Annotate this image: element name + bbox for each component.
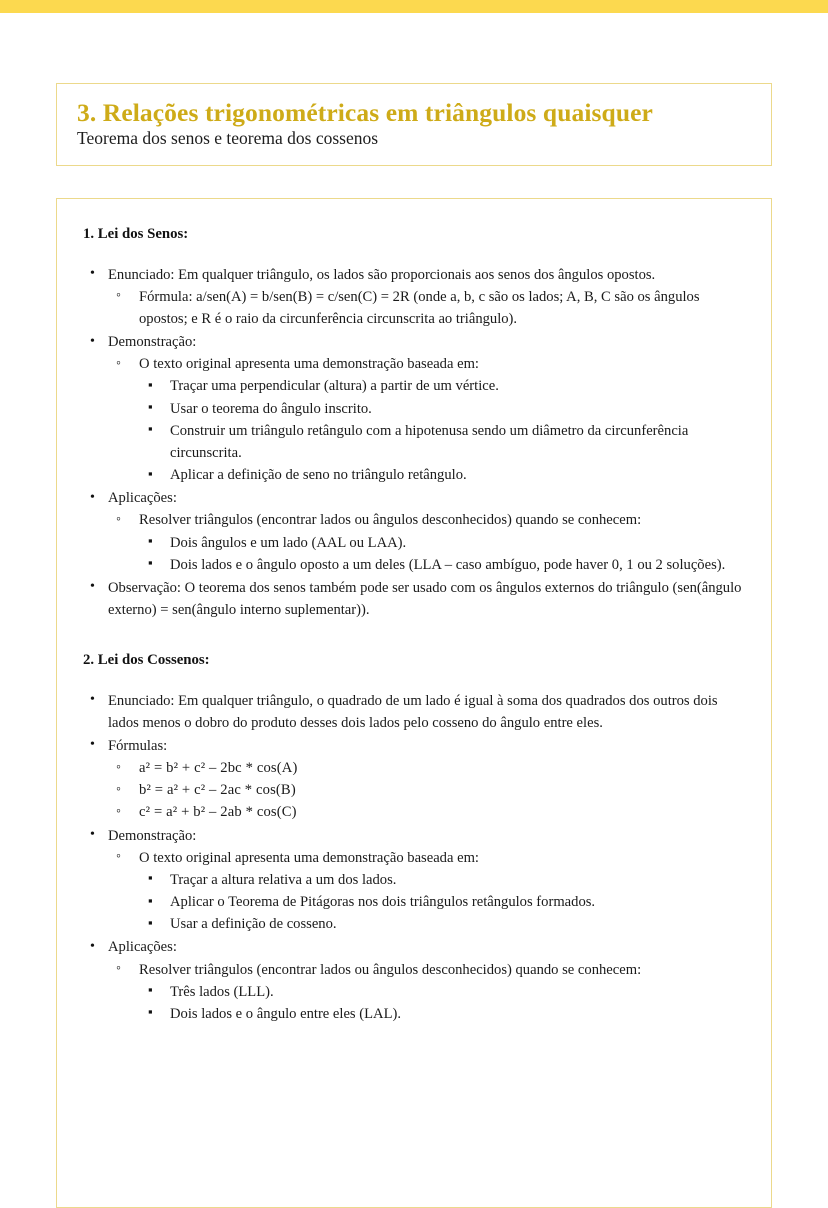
page-title: 3. Relações trigonométricas em triângulos quaisquer: [77, 98, 653, 127]
top-accent-band: [0, 0, 828, 13]
bullet-list-level-3: [139, 375, 745, 486]
list-item: [83, 577, 745, 621]
list-item: [139, 891, 745, 913]
list-item-label: Demonstração:: [108, 827, 197, 844]
bullet-list-level-3: [139, 532, 745, 576]
list-item: [108, 286, 745, 330]
list-item: [108, 353, 745, 486]
section: [83, 651, 745, 1025]
bullet-list-level-2: [108, 847, 745, 936]
list-item: [139, 464, 745, 486]
list-item-label: O texto original apresenta uma demonstração baseada em:: [139, 849, 479, 866]
list-item: [83, 487, 745, 576]
list-item-label: Fórmulas:: [108, 737, 168, 754]
page-subtitle: Teorema dos senos e teorema dos cossenos: [77, 128, 379, 149]
document-header-card: [56, 83, 772, 166]
list-item: [108, 509, 745, 576]
list-item-label: Traçar a altura relativa a um dos lados.: [170, 871, 397, 888]
list-item-label: Dois ângulos e um lado (AAL ou LAA).: [170, 534, 407, 551]
list-item-label: Observação: O teorema dos senos também pode ser usado com os ângulos externos do triângulo (sen(ângulo externo) = sen(ângulo interno suplementar)).: [108, 579, 742, 619]
list-item: [139, 981, 745, 1003]
list-item-label: Aplicações:: [108, 490, 177, 507]
bullet-list-level-2: [108, 959, 745, 1026]
list-item: [108, 801, 745, 823]
list-item-label: Dois lados e o ângulo oposto a um deles (LLA – caso ambíguo, pode haver 0, 1 ou 2 soluções).: [170, 556, 726, 573]
list-item: [139, 1003, 745, 1025]
list-item-label: Aplicações:: [108, 939, 177, 956]
list-item-label: Demonstração:: [108, 334, 197, 351]
sections-container: [83, 225, 745, 1025]
list-item-label: Dois lados e o ângulo entre eles (LAL).: [170, 1005, 401, 1022]
section: [83, 225, 745, 621]
list-item-label: Enunciado: Em qualquer triângulo, os lados são proporcionais aos senos dos ângulos opostos.: [108, 266, 656, 283]
bullet-list-level-2: [108, 509, 745, 576]
list-item: [139, 532, 745, 554]
list-item: [83, 735, 745, 824]
list-item: [83, 690, 745, 734]
list-item: [108, 959, 745, 1026]
list-item: [139, 869, 745, 891]
list-item: [108, 757, 745, 779]
bullet-list-level-2: [108, 286, 745, 330]
list-item-label: Traçar uma perpendicular (altura) a partir de um vértice.: [170, 378, 499, 395]
list-item-label: Resolver triângulos (encontrar lados ou ângulos desconhecidos) quando se conhecem:: [139, 512, 642, 529]
section-heading: 1. Lei dos Senos:: [83, 226, 189, 243]
list-item: [83, 825, 745, 936]
list-item-label: O texto original apresenta uma demonstração baseada em:: [139, 356, 479, 373]
bullet-list-level-1: [83, 690, 745, 1026]
list-item-label: Usar o teorema do ângulo inscrito.: [170, 400, 372, 417]
list-item: [83, 331, 745, 486]
list-item-label: Fórmula: a/sen(A) = b/sen(B) = c/sen(C) = 2R (onde a, b, c são os lados; A, B, C são os ângulos opostos; e R é o raio da circunferência circunscrita ao triângulo).: [139, 288, 700, 327]
list-item-label: Aplicar o Teorema de Pitágoras nos dois triângulos retângulos formados.: [170, 894, 596, 911]
list-item: [139, 375, 745, 397]
list-item-label: Enunciado: Em qualquer triângulo, o quadrado de um lado é igual à soma dos quadrados dos outros dois lados menos o dobro do produto desses dois lados pelo cosseno do ângulo entre eles.: [108, 692, 718, 731]
list-item-label: c² = a² + b² – 2ab * cos(C): [139, 804, 297, 821]
list-item: [139, 913, 745, 935]
list-item-label: Resolver triângulos (encontrar lados ou ângulos desconhecidos) quando se conhecem:: [139, 961, 642, 978]
list-item: [139, 554, 745, 576]
section-heading: 2. Lei dos Cossenos:: [83, 652, 210, 669]
list-item: [108, 779, 745, 801]
list-item: [139, 420, 745, 464]
document-page: [0, 13, 828, 1171]
list-item: [139, 398, 745, 420]
list-item: [108, 847, 745, 936]
bullet-list-level-2: [108, 353, 745, 486]
list-item: [83, 264, 745, 331]
list-item-label: Construir um triângulo retângulo com a hipotenusa sendo um diâmetro da circunferência circunscrita.: [170, 422, 689, 461]
list-item-label: a² = b² + c² – 2bc * cos(A): [139, 760, 298, 777]
list-item-label: Três lados (LLL).: [170, 983, 274, 1000]
list-item: [83, 936, 745, 1025]
bullet-list-level-2: [108, 757, 745, 824]
document-content-card: [56, 198, 772, 1208]
bullet-list-level-1: [83, 264, 745, 622]
bullet-list-level-3: [139, 869, 745, 936]
list-item-label: Usar a definição de cosseno.: [170, 916, 337, 933]
list-item-label: Aplicar a definição de seno no triângulo retângulo.: [170, 467, 467, 484]
bullet-list-level-3: [139, 981, 745, 1025]
list-item-label: b² = a² + c² – 2ac * cos(B): [139, 782, 296, 799]
